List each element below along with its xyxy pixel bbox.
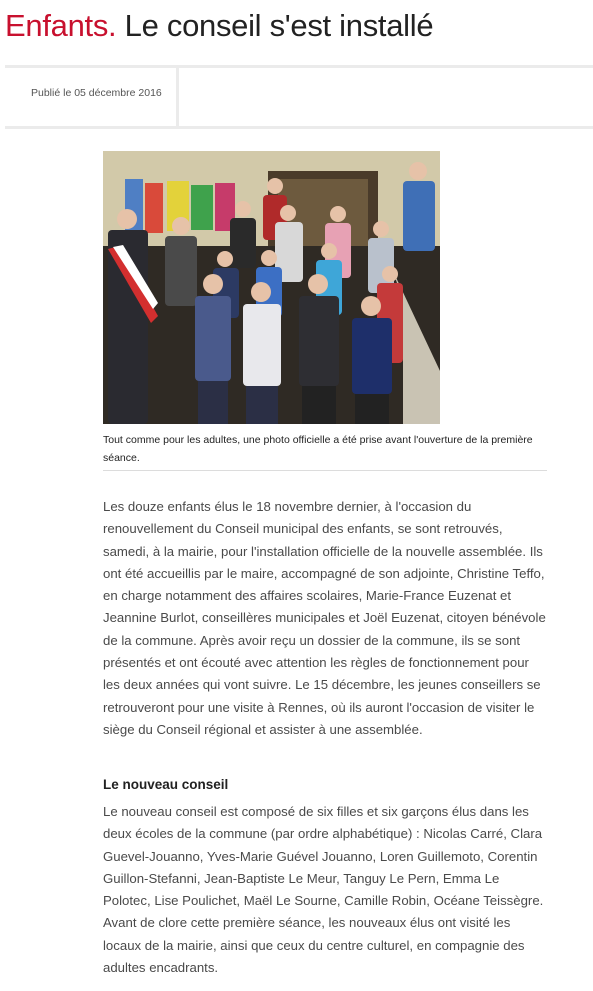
divider-meta — [5, 126, 593, 129]
article-headline — [5, 4, 590, 48]
caption-divider — [103, 470, 547, 471]
article-meta — [5, 68, 179, 126]
headline-kicker: Enfants. — [5, 8, 117, 43]
article-photo — [103, 151, 440, 424]
headline-title: Le conseil s'est installé — [124, 8, 434, 43]
body-paragraph: Le nouveau conseil est composé de six filles et six garçons élus dans les deux écoles de la commune (par ordre alphabétique) : Nicolas Carré, Clara Guevel-Jouanno, Yves-Marie Guével Jouanno, Loren Guillemoto, Corentin Guillon-Stefanni, Jean-Baptiste Le Meur, Tanguy Le Pern, Emma Le Polotec, Lise Poulichet, Maël Le Sourne, Camille Robin, Océane Teissègre. Avant de clore cette première séance, les nouveaux élus ont visité les locaux de la mairie, ainsi que ceux du centre culturel, en compagnie des adultes encadrants. — [103, 804, 544, 976]
publication-date: Publié le 05 décembre 2016 — [31, 87, 162, 99]
section-subheading: Le nouveau conseil — [103, 777, 229, 792]
body-paragraph: Les douze enfants élus le 18 novembre dernier, à l'occasion du renouvellement du Conseil municipal des enfants, se sont retrouvés, samedi, à la mairie, pour l'installation officielle de la nouvelle assemblée. Ils ont été accueillis par le maire, accompagné de son adjointe, Christine Teffo, en charge notamment des affaires scolaires, Marie-France Euzenat et Jeannine Burlot, conseillères municipales et Joël Euzenat, citoyen bénévole de la commune. Après avoir reçu un dossier de la commune, ils se sont présentés et ont écouté avec attention les règles de fonctionnement pour les deux années qui vont suivre. Le 15 décembre, les jeunes conseillers se retrouveront pour une visite à Rennes, où ils auront l'occasion de visiter le siège du Conseil régional et assister à une assemblée. — [103, 499, 546, 737]
photo-caption: Tout comme pour les adultes, une photo officielle a été prise avant l'ouverture de la première séance. — [103, 434, 533, 464]
